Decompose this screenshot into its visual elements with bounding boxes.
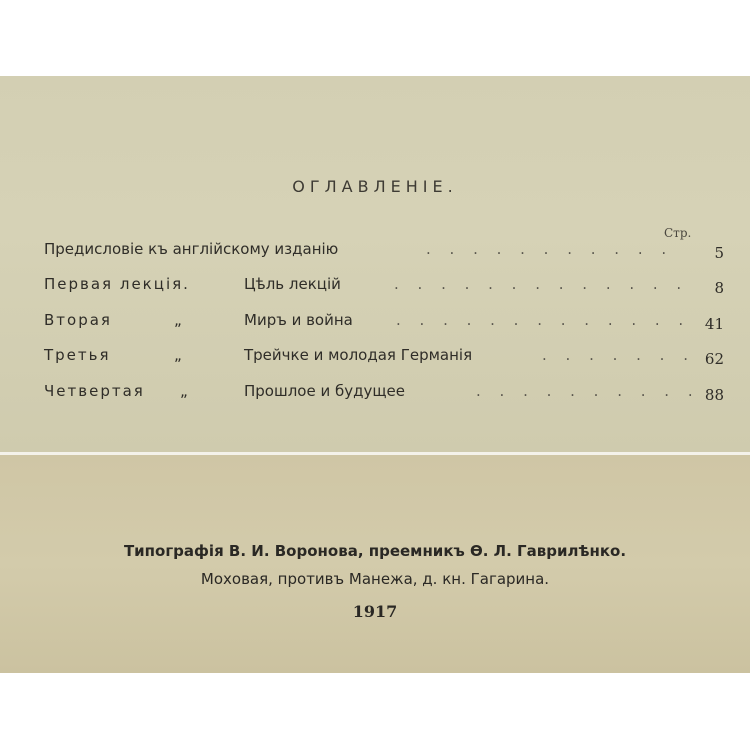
toc-entry-title: Прошлое и будущее: [244, 382, 405, 400]
imprint-page: [0, 455, 750, 673]
ditto-mark: „: [174, 311, 182, 329]
toc-entry-title: Трейчке и молодая Германія: [244, 346, 473, 364]
toc-entry: [44, 240, 724, 264]
ditto-mark: „: [174, 346, 182, 364]
leader-dots: . . . . . . . . . . . . .: [396, 311, 691, 329]
toc-entry-label: Вторая: [44, 311, 112, 329]
toc-entry-page: 8: [714, 279, 724, 297]
toc-entry-page: 5: [714, 244, 724, 262]
toc-entry-title: Цѣль лекцій: [244, 275, 341, 293]
leader-dots: . . . . . . .: [542, 346, 695, 364]
leader-dots: . . . . . . . . . . .: [426, 240, 674, 258]
toc-entry-label: Четвертая: [44, 382, 145, 400]
leader-dots: . . . . . . . . . . . . .: [394, 275, 689, 293]
toc-entry-label: Предисловіе къ англійскому изданію: [44, 240, 339, 258]
toc-entry-page: 41: [704, 315, 724, 333]
toc-entry-title: Миръ и война: [244, 311, 353, 329]
page-column-header: Стр.: [664, 226, 692, 240]
toc-entry-page: 62: [704, 350, 724, 368]
toc-entry: [44, 275, 724, 299]
contents-page: [0, 76, 750, 452]
toc-entry-label: Третья: [44, 346, 111, 364]
contents-title: ОГЛАВЛЕНІЕ.: [292, 177, 458, 196]
printer-line: Типографія В. И. Воронова, преемникъ Ѳ. Л. Гаврилѣнко.: [123, 542, 627, 560]
toc-entry-page: 88: [704, 386, 724, 404]
publication-year: 1917: [352, 602, 398, 621]
ditto-mark: „: [180, 382, 188, 400]
toc-entry: [44, 382, 724, 406]
toc-entry: [44, 346, 724, 370]
address-line: Моховая, противъ Манежа, д. кн. Гагарина.: [200, 570, 550, 588]
leader-dots: . . . . . . . . . .: [476, 382, 700, 400]
toc-entry: [44, 311, 724, 335]
toc-entry-label: Первая лекція.: [44, 275, 190, 293]
